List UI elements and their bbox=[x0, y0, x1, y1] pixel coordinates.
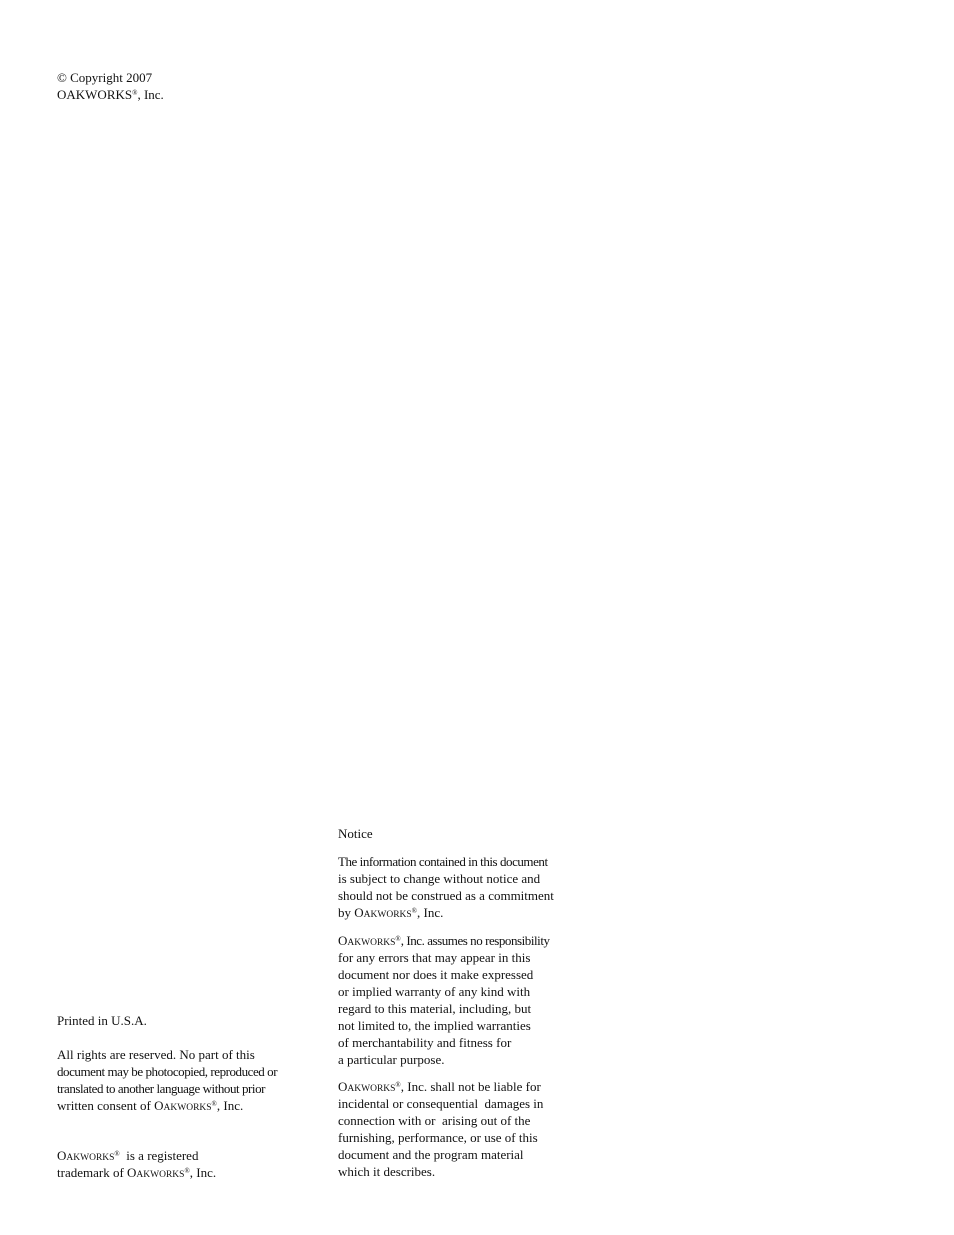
registered-mark: ® bbox=[395, 1081, 401, 1089]
company-smallcaps: AKWORKS bbox=[136, 1170, 185, 1180]
notice-p3-line-5: document and the program material bbox=[338, 1147, 524, 1162]
notice-p3-line-1-suffix: , Inc. shall not be liable for bbox=[400, 1079, 541, 1094]
trademark-line-1 bbox=[57, 1147, 216, 1164]
registered-mark: ® bbox=[411, 907, 417, 915]
notice-p2-line-2: for any errors that may appear in this bbox=[338, 950, 531, 965]
rights-line-4-suffix: , Inc. bbox=[216, 1098, 244, 1113]
rights-line-2: document may be photocopied, reproduced or bbox=[57, 1064, 278, 1079]
company-name: OAKWORKS bbox=[57, 87, 133, 102]
registered-mark: ® bbox=[132, 89, 138, 97]
company-smallcaps: AKWORKS bbox=[347, 938, 396, 948]
notice-p2-line-3: document nor does it make expressed bbox=[338, 967, 534, 982]
notice-p1-line-2: is subject to change without notice and bbox=[338, 871, 541, 886]
printed-in-usa bbox=[57, 1012, 147, 1029]
notice-p2-line-6: not limited to, the implied warranties bbox=[338, 1018, 531, 1033]
rights-line-3: translated to another language without prior bbox=[57, 1081, 265, 1096]
trademark-line-2-suffix: , Inc. bbox=[189, 1165, 217, 1180]
registered-mark: ® bbox=[211, 1100, 217, 1108]
copyright-block bbox=[57, 69, 164, 103]
notice-paragraph-1 bbox=[338, 853, 554, 921]
company-smallcaps: AKWORKS bbox=[363, 910, 412, 920]
rights-line-4-prefix: written consent of O bbox=[57, 1098, 164, 1113]
notice-p2-line-7: of merchantability and fitness for bbox=[338, 1035, 512, 1050]
notice-heading bbox=[338, 825, 373, 842]
notice-p2-line-5: regard to this material, including, but bbox=[338, 1001, 532, 1016]
rights-paragraph bbox=[57, 1046, 277, 1114]
notice-paragraph-3 bbox=[338, 1078, 543, 1180]
company-initial: O bbox=[57, 1148, 67, 1163]
notice-p3-line-2: incidental or consequential damages in bbox=[338, 1096, 544, 1111]
notice-p3-line-3: connection with or arising out of the bbox=[338, 1113, 531, 1128]
trademark-line-2-prefix: trademark of O bbox=[57, 1165, 137, 1180]
notice-p2-line-1-suffix: , Inc. assumes no responsibility bbox=[400, 933, 550, 948]
notice-paragraph-2 bbox=[338, 932, 550, 1068]
company-smallcaps: AKWORKS bbox=[347, 1084, 396, 1094]
notice-p3-line-4: furnishing, performance, or use of this bbox=[338, 1130, 538, 1145]
notice-p3-line-6: which it describes. bbox=[338, 1164, 436, 1179]
printed-line: Printed in U.S.A. bbox=[57, 1013, 147, 1028]
rights-line-1: All rights are reserved. No part of this bbox=[57, 1047, 255, 1062]
company-suffix: , Inc. bbox=[137, 87, 164, 102]
notice-p2-line-4: or implied warranty of any kind with bbox=[338, 984, 531, 999]
registered-mark: ® bbox=[395, 935, 401, 943]
notice-p1-line-1: The information contained in this document bbox=[338, 854, 548, 869]
trademark-line-1-suffix: is a registered bbox=[119, 1148, 199, 1163]
notice-p1-line-4 bbox=[338, 904, 554, 921]
copyright-line: © Copyright 2007 bbox=[57, 70, 153, 85]
notice-p3-line-1 bbox=[338, 1078, 543, 1095]
rights-line-4 bbox=[57, 1097, 277, 1114]
trademark-line-2 bbox=[57, 1164, 216, 1181]
notice-p1-line-4-suffix: , Inc. bbox=[417, 905, 444, 920]
company-smallcaps: AKWORKS bbox=[66, 1153, 115, 1163]
trademark-paragraph bbox=[57, 1147, 216, 1181]
notice-p1-line-3: should not be construed as a commitment bbox=[338, 888, 554, 903]
company-initial: O bbox=[338, 933, 348, 948]
company-smallcaps: AKWORKS bbox=[163, 1103, 212, 1113]
company-name-line bbox=[57, 86, 164, 103]
registered-mark: ® bbox=[184, 1167, 190, 1175]
notice-heading-text: Notice bbox=[338, 826, 373, 841]
notice-p2-line-1 bbox=[338, 932, 550, 949]
company-initial: O bbox=[338, 1079, 348, 1094]
notice-p1-line-4-prefix: by O bbox=[338, 905, 364, 920]
notice-p2-line-8: a particular purpose. bbox=[338, 1052, 445, 1067]
registered-mark: ® bbox=[114, 1150, 120, 1158]
